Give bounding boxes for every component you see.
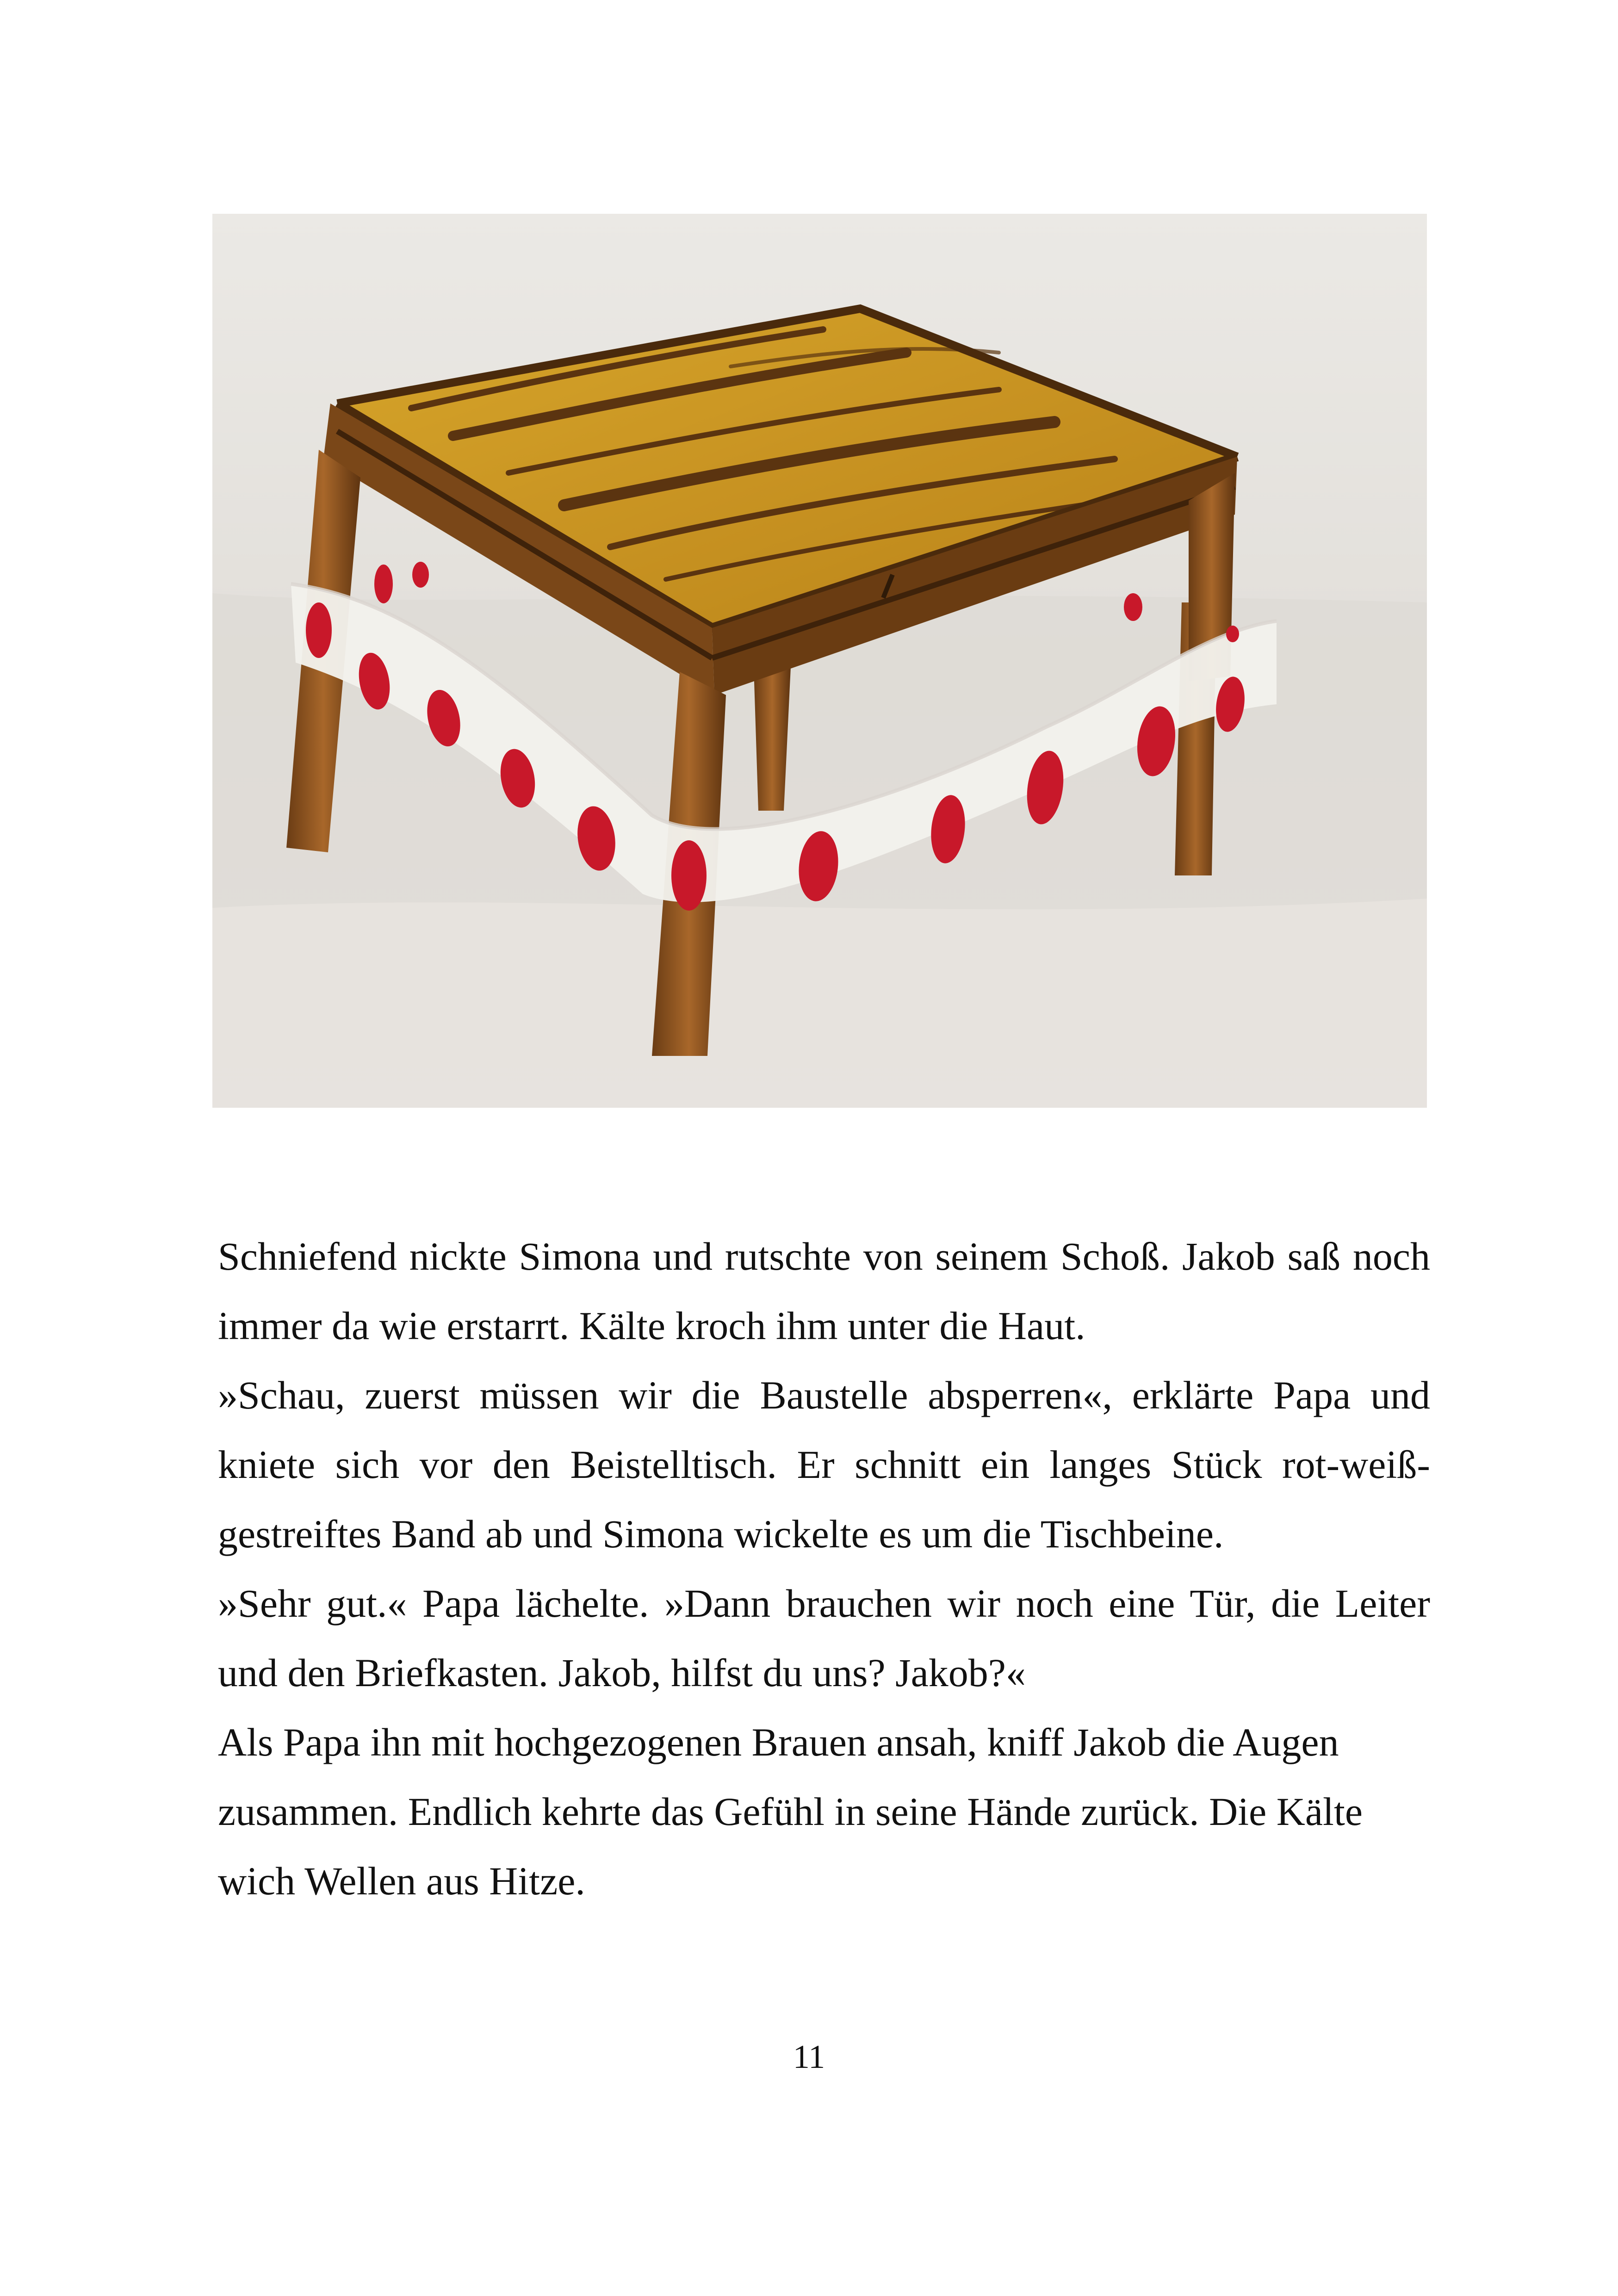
paragraph-4: Als Papa ihn mit hochgezogenen Brauen ansah, kniff Jakob die Augen zusammen. Endlich kehrte das Gefühl in seine Hände zurück. Die Kälte wich Wellen aus Hitze.	[218, 1720, 1363, 1903]
table-illustration	[212, 214, 1427, 1108]
paragraph-2: »Schau, zuerst müssen wir die Baustelle absperren«, erklärte Papa und kniete sich vor den Beistelltisch. Er schnitt ein langes Stück rot-weiß-gestreiftes Band ab und Simona wickelte es um die Tischbeine.	[218, 1373, 1430, 1556]
story-text	[218, 1222, 1430, 1916]
painted-table-with-barrier-tape-illustration	[212, 214, 1427, 1108]
page-number: 11	[793, 2038, 825, 2075]
paragraph-3: »Sehr gut.« Papa lächelte. »Dann brauchen wir noch eine Tür, die Leiter und den Briefkasten. Jakob, hilfst du uns? Jakob?«	[218, 1581, 1430, 1695]
paragraph-1: Schniefend nickte Simona und rutschte von seinem Schoß. Jakob saß noch immer da wie erstarrt. Kälte kroch ihm unter die Haut.	[218, 1234, 1430, 1348]
